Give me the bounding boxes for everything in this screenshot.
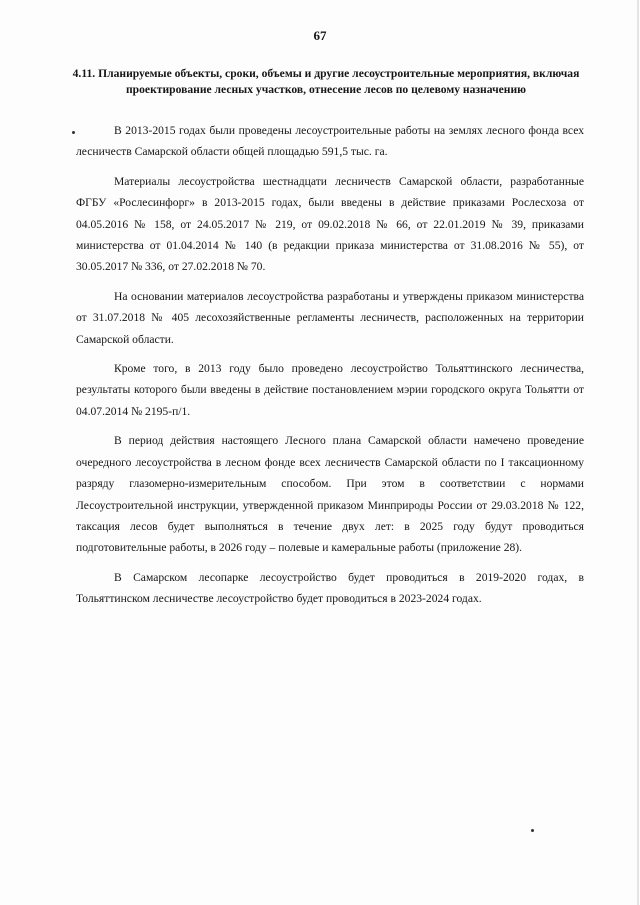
scan-edge-line xyxy=(637,0,639,905)
paragraph-5: В период действия настоящего Лесного плана Самарской области намечено проведение очередного лесоустройства в лесном фонде всех лесничеств Самарской области по I таксационному разряду глазомерно-измерительным способом. При этом в соответствии с нормами Лесоустроительной инструкции, утвержденной приказом Минприроды России от 29.03.2018 № 122, таксация лесов будет выполняться в течение двух лет: в 2025 году будут проводиться подготовительные работы, в 2026 году – полевые и камеральные работы (приложение 28). xyxy=(76,434,584,555)
body-text xyxy=(76,120,584,618)
paragraph-6: В Самарском лесопарке лесоустройство будет проводиться в 2019-2020 годах, в Тольяттинском лесничестве лесоустройство будет проводиться в 2023-2024 годах. xyxy=(76,570,584,606)
page-number: 67 xyxy=(313,28,327,43)
paragraph-1: В 2013-2015 годах были проведены лесоустроительные работы на землях лесного фонда всех лесничеств Самарской области общей площадью 591,5 тыс. га. xyxy=(76,124,584,159)
scan-speck xyxy=(72,131,75,134)
scan-speck xyxy=(531,829,534,832)
paragraph-3: На основании материалов лесоустройства разработаны и утверждены приказом министерства от 31.07.2018 № 405 лесохозяйственные регламенты лесничеств, расположенных на территории Самарской области. xyxy=(76,289,584,346)
paragraph-4: Кроме того, в 2013 году было проведено лесоустройство Тольяттинского лесничества, результаты которого были введены в действие постановлением мэрии городского округа Тольятти от 04.07.2014 № 2195-п/1. xyxy=(76,362,584,418)
paragraph-2: Материалы лесоустройства шестнадцати лесничеств Самарской области, разработанные ФГБУ «Рослесинфорг» в 2013-2015 годах, были введены в действие приказами Рослесхоза от 04.05.2016 № 158, от 24.05.2017 № 219, от 09.02.2018 № 66, от 22.01.2019 № 39, приказами министерства от 01.04.2014 № 140 (в редакции приказа министерства от 31.08.2016 № 55), от 30.05.2017 № 336, от 27.02.2018 № 70. xyxy=(76,174,584,274)
section-heading: 4.11. Планируемые объекты, сроки, объемы и другие лесоустроительные мероприятия, включая проектирование лесных участков, отнесение лесов по целевому назначению xyxy=(72,67,580,96)
